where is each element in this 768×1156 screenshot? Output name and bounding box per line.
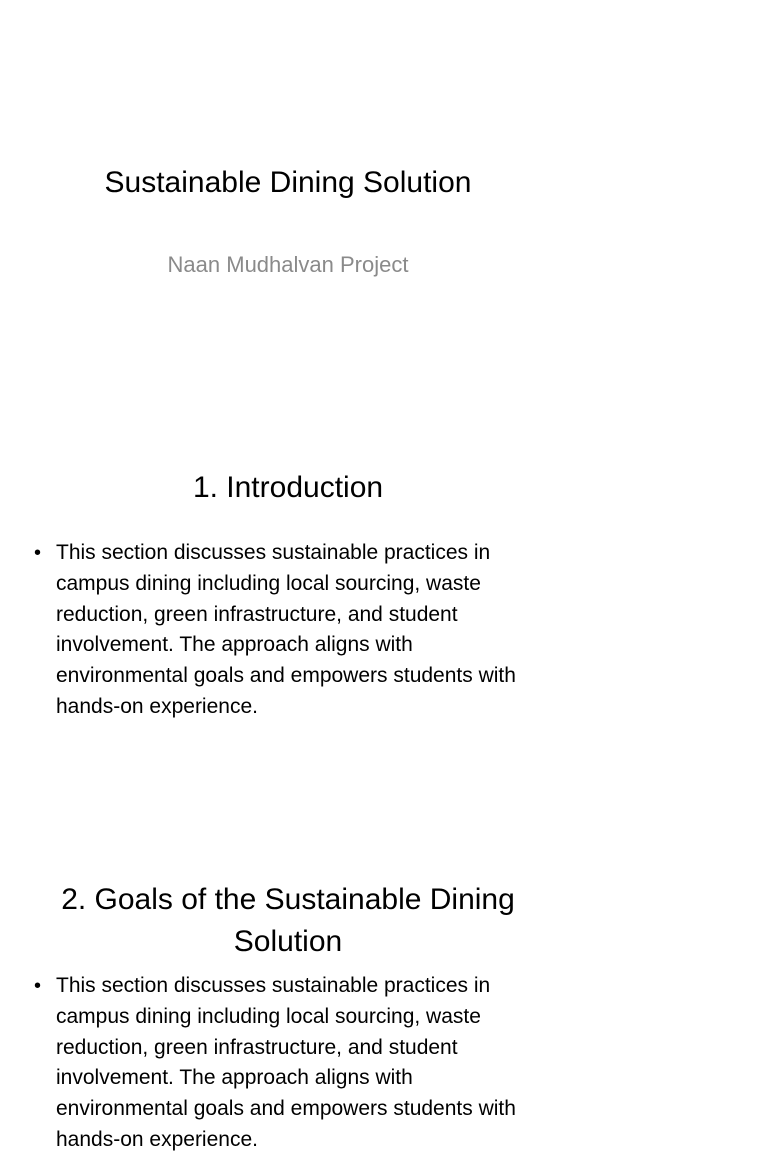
slide-title: Sustainable Dining Solution [104, 166, 472, 199]
bullet-icon: • [34, 975, 42, 997]
section-heading-goals: 2. Goals of the Sustainable Dining Solution [61, 883, 515, 958]
section-heading-introduction: 1. Introduction [192, 471, 384, 504]
bullet-icon: • [34, 542, 42, 564]
bullet-text: This section discusses sustainable practices in campus dining including local sourcing, waste reduction, green infrastructure, and student involvement. The approach aligns with environmental goals and empowers students with hands-on experience. [56, 974, 516, 1151]
section-bullet-goals [34, 971, 536, 1156]
section-bullet-introduction [34, 538, 536, 723]
slide-subtitle: Naan Mudhalvan Project [167, 252, 409, 277]
bullet-text: This section discusses sustainable practices in campus dining including local sourcing, waste reduction, green infrastructure, and student involvement. The approach aligns with environmental goals and empowers students with hands-on experience. [56, 541, 516, 718]
